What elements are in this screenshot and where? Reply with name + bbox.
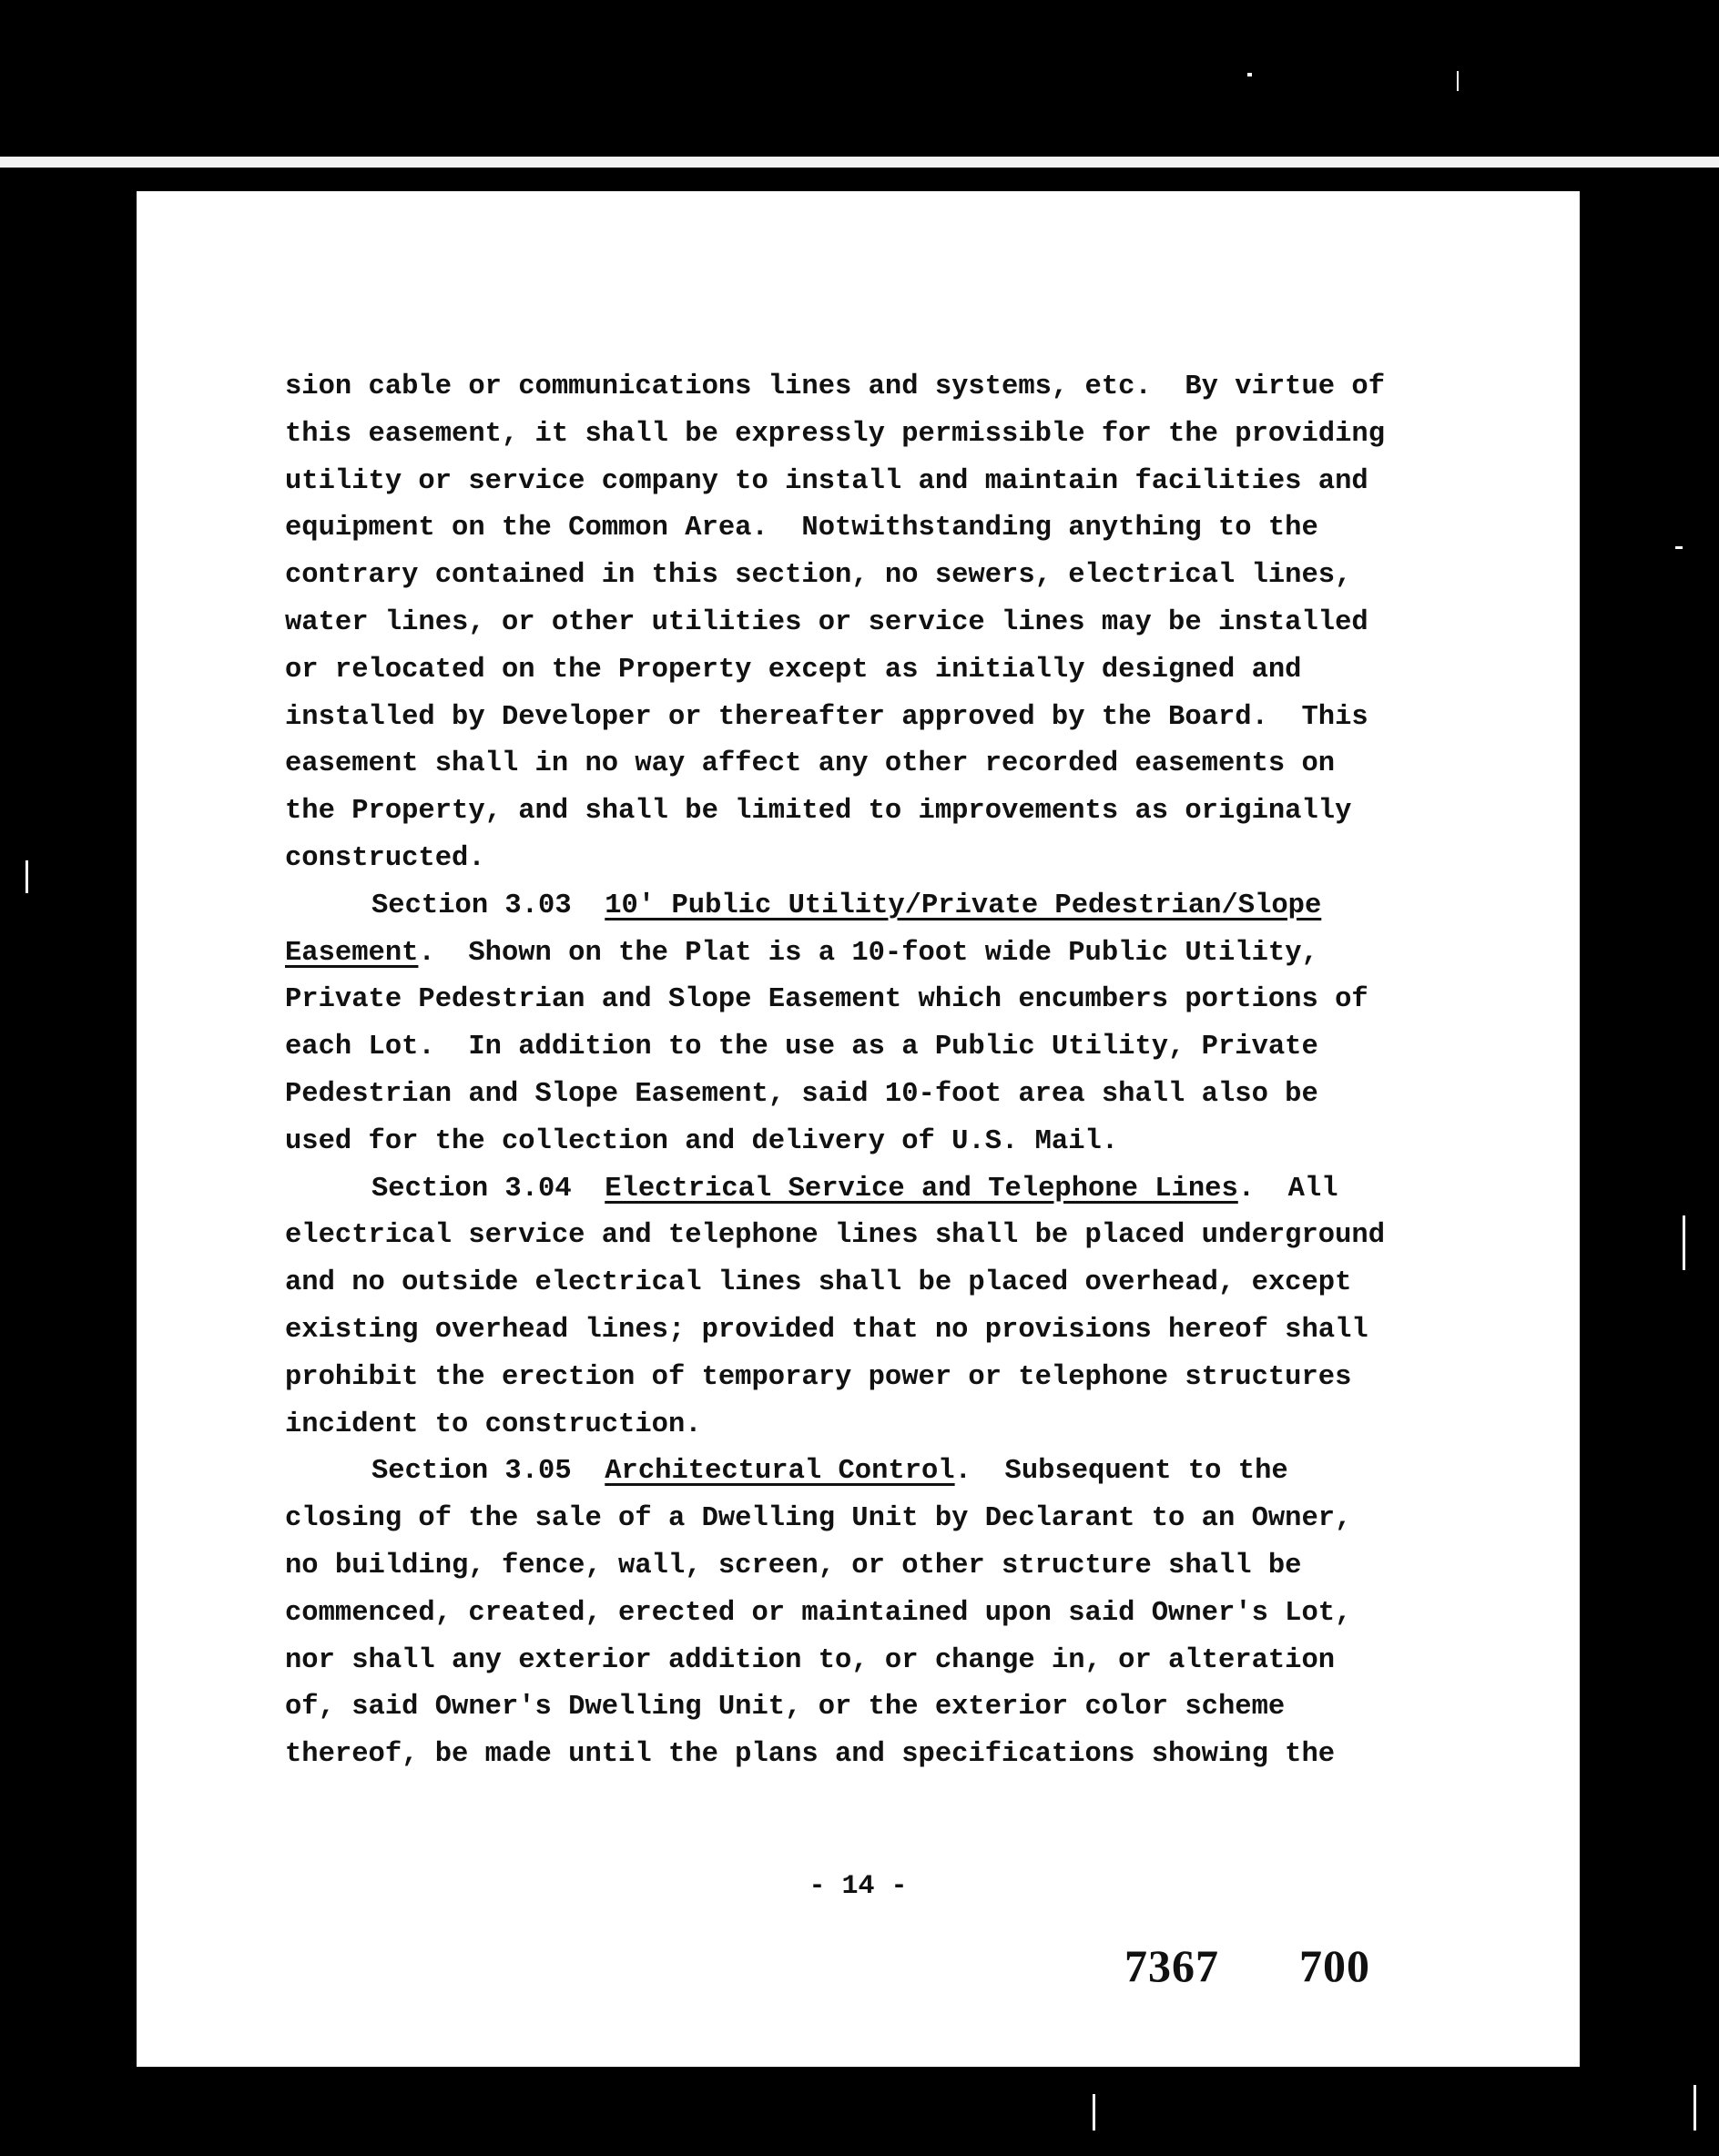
text-line: prohibit the erection of temporary power or telephone structures [285, 1361, 1352, 1393]
text-line: Pedestrian and Slope Easement, said 10-foot area shall also be [285, 1078, 1318, 1110]
text-line: sion cable or communications lines and systems, etc. By virtue of [285, 371, 1385, 402]
text-line: no building, fence, wall, screen, or other structure shall be [285, 1550, 1302, 1581]
text-line: Private Pedestrian and Slope Easement which encumbers portions of [285, 984, 1368, 1016]
text-line: used for the collection and delivery of U.S. Mail. [285, 1125, 1119, 1157]
text-line: contrary contained in this section, no sewers, electrical lines, [285, 560, 1352, 592]
text-line: existing overhead lines; provided that no provisions hereof shall [285, 1314, 1368, 1346]
scan-speck [1694, 2085, 1696, 2131]
text-line: this easement, it shall be expressly permissible for the providing [285, 418, 1385, 450]
section-3-03-first-line-rest: . Shown on the Plat is a 10-foot wide Public Utility, [418, 937, 1318, 969]
text-line: utility or service company to install and maintain facilities and [285, 465, 1368, 497]
text-line: equipment on the Common Area. Notwithstanding anything to the [285, 513, 1318, 544]
text-line: constructed. [285, 842, 485, 874]
section-3-04-title: Electrical Service and Telephone Lines [605, 1173, 1238, 1205]
section-3-05-number: Section 3.05 [371, 1456, 572, 1488]
text-line: installed by Developer or thereafter approved by the Board. This [285, 701, 1368, 733]
scan-speck [25, 860, 28, 893]
text-line: easement shall in no way affect any other recorded easements on [285, 748, 1336, 780]
section-3-03-line [285, 931, 1496, 978]
scan-speck [1675, 546, 1683, 549]
section-3-04-heading-line [285, 1166, 1496, 1214]
scan-speck [1247, 73, 1252, 76]
text-line: incident to construction. [285, 1409, 702, 1440]
section-3-03-title-part1: 10' Public Utility/Private Pedestrian/Slope [605, 890, 1322, 921]
section-3-04-number: Section 3.04 [371, 1173, 572, 1205]
page-number: - 14 - [809, 1871, 908, 1902]
text-line: or relocated on the Property except as initially designed and [285, 654, 1302, 686]
text-line: electrical service and telephone lines shall be placed underground [285, 1220, 1385, 1252]
section-3-03-title-part2: Easement [285, 937, 419, 969]
text-line: and no outside electrical lines shall be placed overhead, except [285, 1267, 1352, 1299]
scan-border-band [0, 157, 1719, 168]
section-3-05-title-rest: . Subsequent to the [954, 1456, 1288, 1488]
text-line: commenced, created, erected or maintained upon said Owner's Lot, [285, 1597, 1352, 1629]
book-number: 7367 [1124, 1940, 1219, 1991]
text-line: nor shall any exterior addition to, or change in, or alteration [285, 1644, 1336, 1676]
body-text [285, 364, 1496, 1779]
text-line: the Property, and shall be limited to improvements as originally [285, 796, 1352, 828]
section-3-05-title: Architectural Control [605, 1456, 955, 1488]
text-line: each Lot. In addition to the use as a Public Utility, Private [285, 1032, 1318, 1063]
section-3-03-number: Section 3.03 [371, 890, 572, 921]
text-line: thereof, be made until the plans and specifications showing the [285, 1739, 1336, 1771]
section-3-03-heading-line [285, 883, 1496, 931]
scan-speck [1093, 2094, 1095, 2131]
document-page [137, 191, 1580, 2067]
section-3-05-heading-line [285, 1449, 1496, 1496]
text-line: water lines, or other utilities or service lines may be installed [285, 606, 1368, 638]
text-line: closing of the sale of a Dwelling Unit by Declarant to an Owner, [285, 1503, 1352, 1535]
book-page-reference [1124, 1939, 1370, 1992]
scan-speck [1457, 71, 1459, 91]
section-3-04-title-rest: . All [1237, 1173, 1338, 1205]
page-reference: 700 [1299, 1940, 1370, 1991]
text-line: of, said Owner's Dwelling Unit, or the exterior color scheme [285, 1692, 1286, 1724]
scan-speck [1683, 1215, 1685, 1270]
